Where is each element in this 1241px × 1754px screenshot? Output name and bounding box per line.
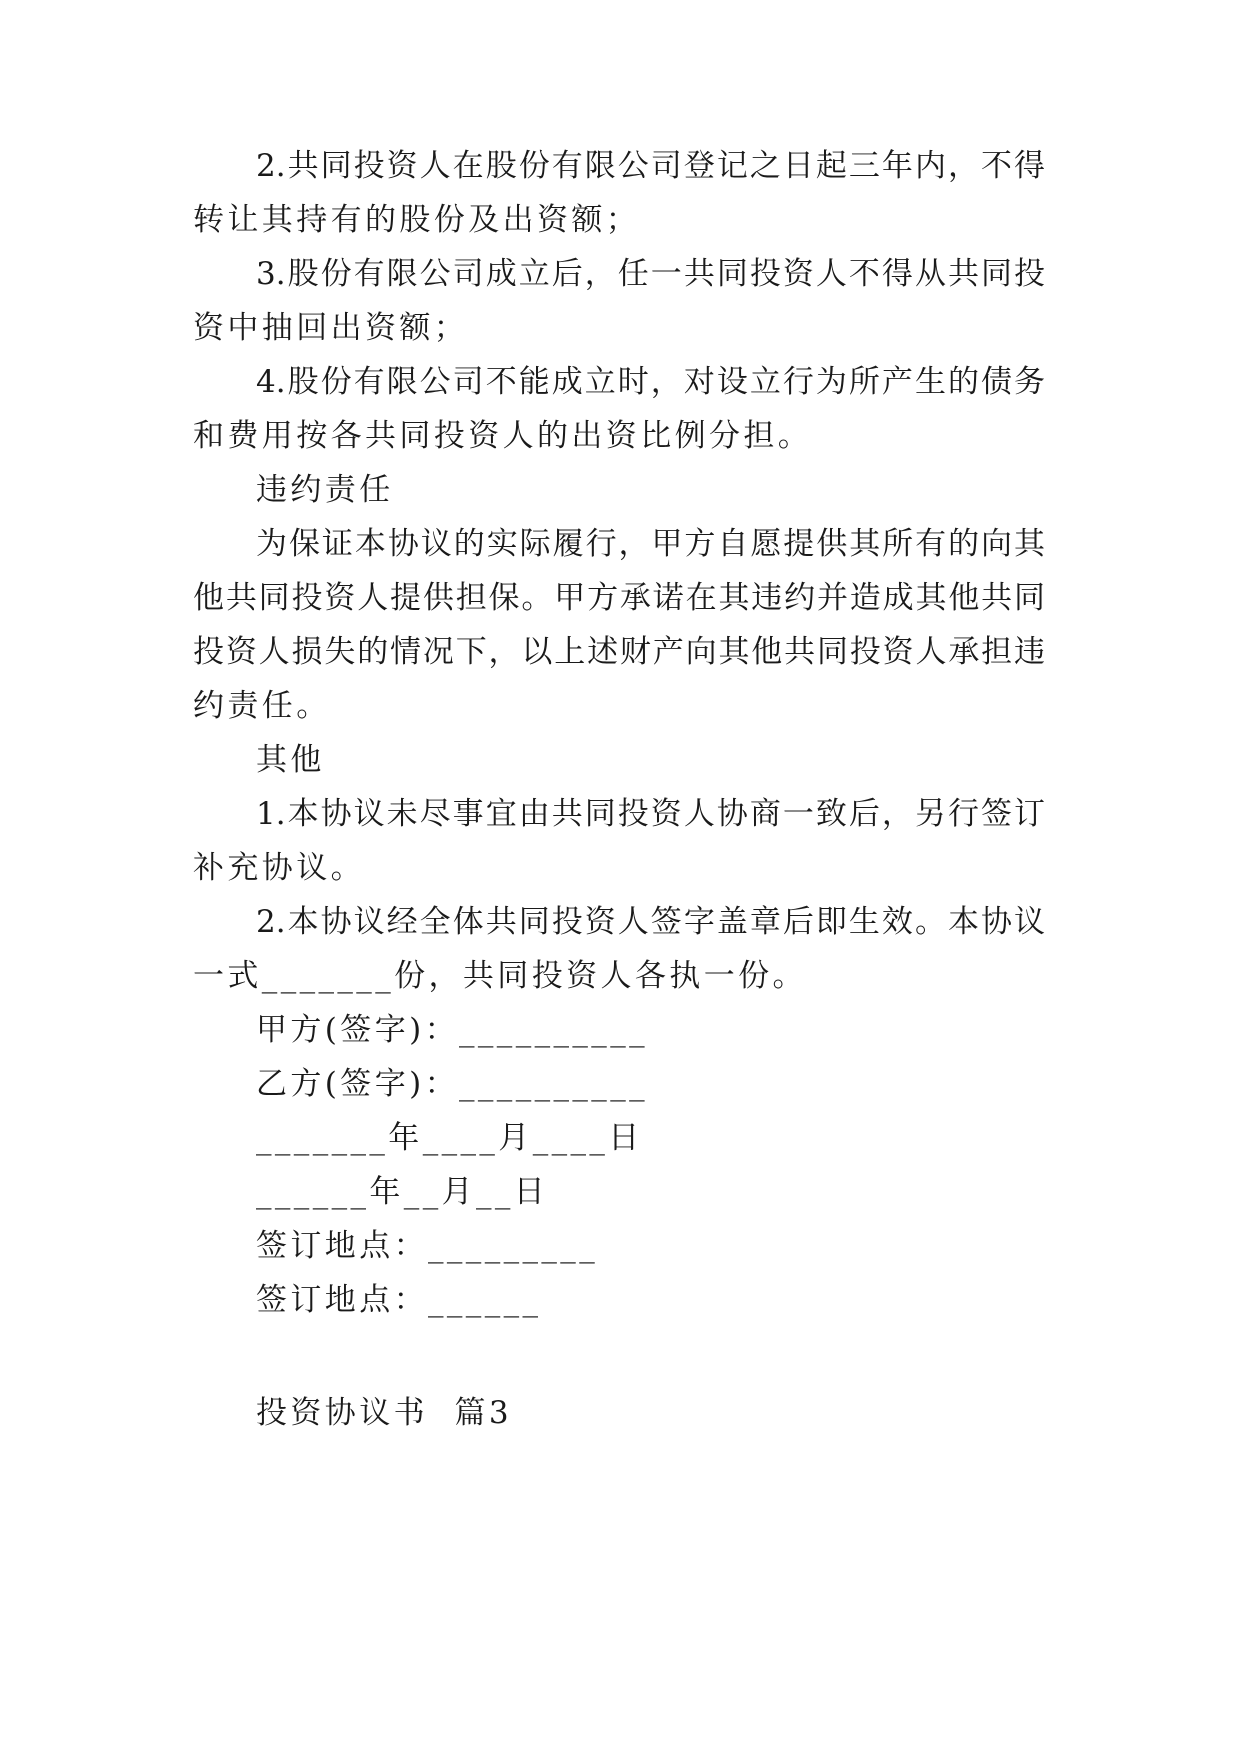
paragraph-line: 1.本协议未尽事宜由共同投资人协商一致后，另行签订 — [256, 796, 1045, 832]
paragraph-line: 一式_______份，共同投资人各执一份。 — [193, 958, 807, 994]
signature-party-b: 乙方(签字)：__________ — [256, 1066, 648, 1102]
paragraph-line: 投资人损失的情况下，以上述财产向其他共同投资人承担违 — [193, 634, 1045, 670]
paragraph-line: 2.本协议经全体共同投资人签字盖章后即生效。本协议 — [256, 904, 1045, 940]
paragraph-line: 和费用按各共同投资人的出资比例分担。 — [193, 418, 813, 454]
section-heading-other: 其他 — [256, 742, 325, 778]
paragraph-line: 3.股份有限公司成立后，任一共同投资人不得从共同投 — [256, 256, 1045, 292]
paragraph-line: 2.共同投资人在股份有限公司登记之日起三年内，不得 — [256, 148, 1045, 184]
signature-date: ______年__月__日 — [256, 1174, 549, 1210]
paragraph-line: 补充协议。 — [193, 850, 365, 886]
paragraph-line: 约责任。 — [193, 688, 331, 724]
section-heading-breach: 违约责任 — [256, 472, 394, 508]
next-section-title: 投资协议书 篇3 — [256, 1395, 513, 1431]
paragraph-line: 资中抽回出资额； — [193, 310, 469, 346]
paragraph-line: 他共同投资人提供担保。甲方承诺在其违约并造成其他共同 — [193, 580, 1045, 616]
signing-location: 签订地点：______ — [256, 1282, 542, 1318]
paragraph-line: 4.股份有限公司不能成立时，对设立行为所产生的债务 — [256, 364, 1045, 400]
signing-location: 签订地点：_________ — [256, 1228, 599, 1264]
paragraph-line: 为保证本协议的实际履行，甲方自愿提供其所有的向其 — [256, 526, 1045, 562]
signature-date: _______年____月____日 — [256, 1120, 643, 1156]
paragraph-line: 转让其持有的股份及出资额； — [193, 202, 641, 238]
signature-party-a: 甲方(签字)：__________ — [256, 1012, 648, 1048]
